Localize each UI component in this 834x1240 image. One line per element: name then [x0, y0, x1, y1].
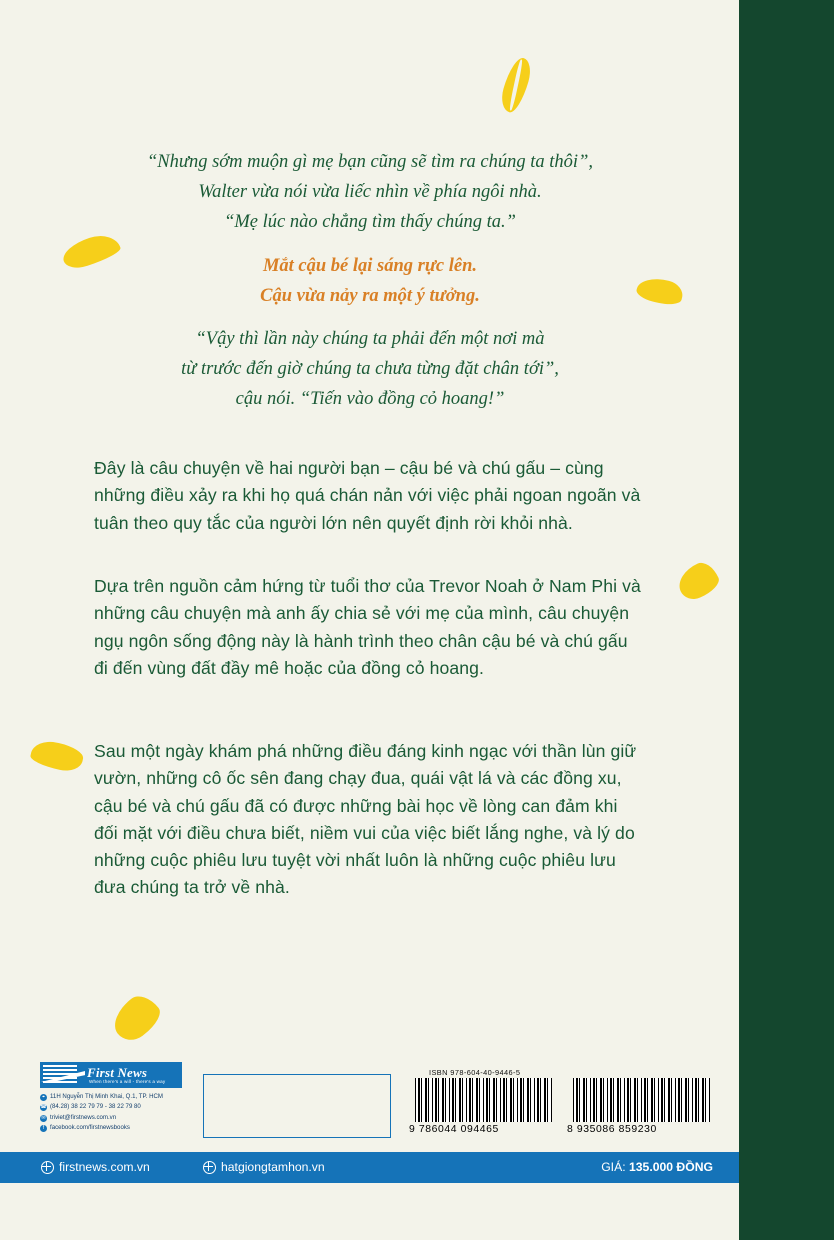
website-1-label: firstnews.com.vn [59, 1160, 150, 1174]
bottom-margin [0, 1183, 739, 1240]
blank-placeholder-box [203, 1074, 391, 1138]
mail-icon: ✉ [41, 1114, 46, 1121]
quote-highlight-line: Cậu vừa nảy ra một ý tưởng. [260, 285, 480, 306]
quote-primary-line: “Nhưng sớm muộn gì mẹ bạn cũng sẽ tìm ra chúng ta thôi”, [147, 152, 593, 172]
quote-highlight-line: Mắt cậu bé lại sáng rực lên. [262, 256, 478, 276]
leaf-icon [106, 989, 166, 1047]
publisher-tagline: When there's a will - there's a way [89, 1079, 166, 1084]
website-2-label: hatgiongtamhon.vn [221, 1160, 325, 1174]
price-value: 135.000 ĐỒNG [628, 1160, 713, 1174]
contact-facebook-row [40, 1123, 200, 1133]
quote-secondary-line: “Vậy thì lần này chúng ta phải đến một nơi mà [195, 329, 545, 349]
contact-address-row [40, 1092, 200, 1102]
barcode-ean-digits: 8 935086 859230 [567, 1124, 657, 1135]
price-label: GIÁ: [601, 1160, 626, 1174]
globe-icon [41, 1161, 54, 1174]
isbn-label: ISBN 978-604-40-9446-5 [429, 1068, 521, 1077]
barcode-isbn-digits: 9 786044 094465 [409, 1124, 499, 1135]
contact-email-row [40, 1113, 200, 1123]
contact-email: triviet@firstnews.com.vn [50, 1113, 117, 1121]
contact-phone: (84.28) 38 22 79 79 - 38 22 79 80 [50, 1103, 141, 1111]
quote-secondary-line: cậu nói. “Tiến vào đồng cỏ hoang!” [235, 388, 505, 409]
website-link-hatgiongtamhon[interactable] [203, 1160, 325, 1174]
contact-facebook: facebook.com/firstnewsbooks [50, 1124, 130, 1132]
price-block [601, 1160, 713, 1174]
feather-leaf-icon [498, 55, 535, 115]
contact-phone-row [40, 1102, 200, 1112]
publisher-block [40, 1062, 200, 1134]
publisher-name: First News [87, 1065, 148, 1080]
blurb-paragraph: Dựa trên nguồn cảm hứng từ tuổi thơ của Trevor Noah ở Nam Phi và những câu chuyện mà anh ấy chia sẻ với mẹ của mình, câu chuyện ngụ ngôn sống động này là hành trình theo chân cậu bé và chú gấu đi đến vùng đất đầy mê hoặc của đồng cỏ hoang. [94, 576, 641, 678]
website-link-firstnews[interactable] [41, 1160, 150, 1174]
publisher-contact [40, 1092, 200, 1134]
contact-address: 11H Nguyễn Thị Minh Khai, Q.1, TP. HCM [50, 1093, 164, 1100]
publisher-logo [40, 1062, 182, 1088]
quote-secondary [60, 325, 680, 415]
bottom-info-bar [0, 1152, 739, 1183]
location-pin-icon: ⌖ [40, 1094, 47, 1101]
quote-primary-line: Walter vừa nói vừa liếc nhìn về phía ngôi nhà. [198, 181, 542, 202]
book-spine [739, 0, 834, 1240]
quote-primary-line: “Mẹ lúc nào chẳng tìm thấy chúng ta.” [224, 211, 516, 232]
leaf-icon [673, 558, 723, 604]
phone-icon: ☎ [40, 1104, 47, 1111]
barcode-ean [573, 1078, 710, 1122]
quote-secondary-line: từ trước đến giờ chúng ta chưa từng đặt chân tới”, [181, 358, 559, 379]
blurb-paragraph: Sau một ngày khám phá những điều đáng kinh ngạc với thần lùn giữ vườn, những cô ốc sên đang chạy đua, quái vật lá và các đồng xu, cậu bé và chú gấu đã có được những bài học về lòng can đảm khi đối mặt với điều chưa biết, niềm vui của việc biết lắng nghe, và lý do những cuộc phiêu lưu tuyệt vời nhất luôn là những cuộc phiêu lưu đưa chúng ta trở về nhà. [94, 741, 637, 898]
quote-primary [60, 148, 680, 238]
barcode-isbn [415, 1078, 552, 1122]
facebook-icon: f [40, 1125, 47, 1132]
globe-icon [203, 1161, 216, 1174]
blurb-paragraph: Đây là câu chuyện về hai người bạn – cậu bé và chú gấu – cùng những điều xảy ra khi họ quá chán nản với việc phải ngoan ngoãn và tuân theo quy tắc của người lớn nên quyết định rời khỏi nhà. [94, 458, 641, 533]
quote-highlight [60, 252, 680, 312]
leaf-icon [29, 738, 85, 774]
